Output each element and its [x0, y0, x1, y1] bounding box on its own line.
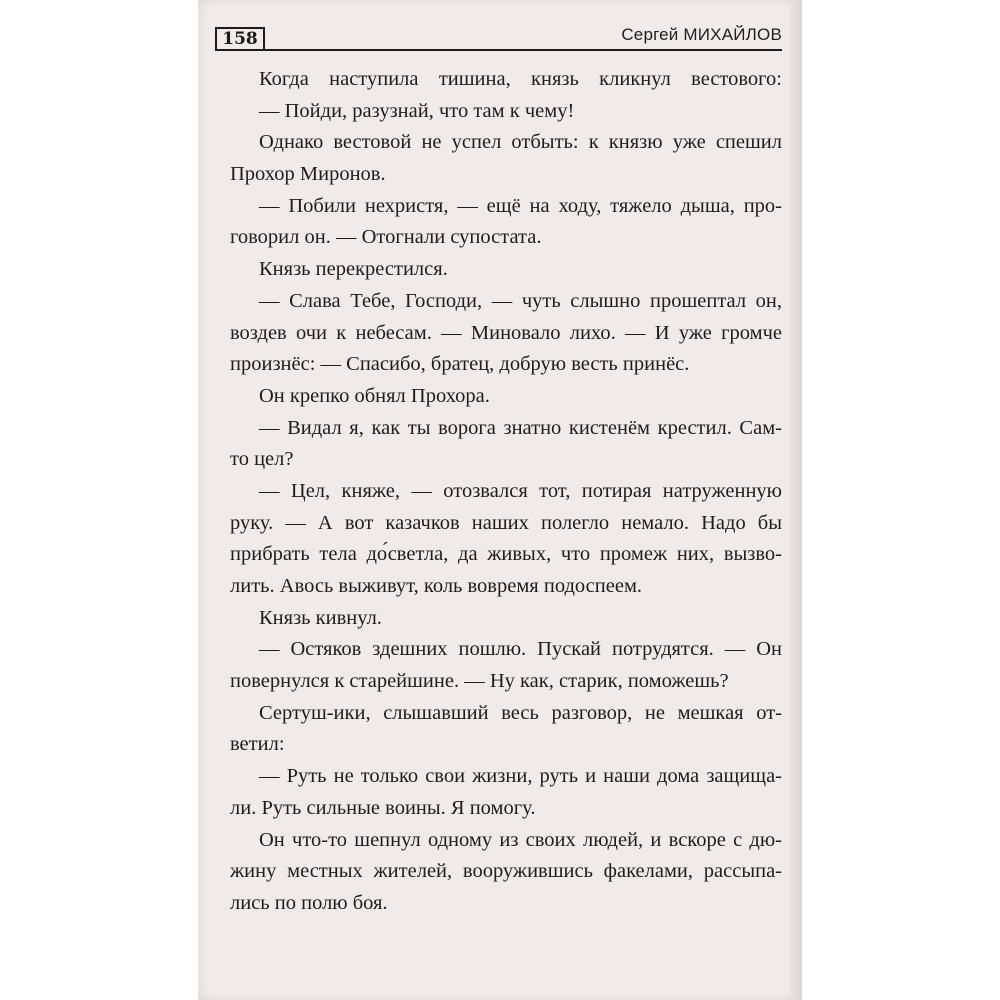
text-line: Однако вестовой не успел отбыть: к князю уже спешил	[259, 131, 782, 154]
text-line: воздев очи к небесам. — Миновало лихо. — И уже громче	[230, 321, 782, 344]
text-line: — Слава Тебе, Господи, — чуть слышно прошептал он,	[259, 289, 782, 312]
text-line: — Руть не только свои жизни, руть и наши дома защища-	[259, 765, 782, 788]
text-line: Князь кивнул.	[259, 606, 382, 629]
text-line: прибрать тела до́светла, да живых, что промеж них, вызво-	[230, 543, 782, 566]
text-line: ли. Руть сильные воины. Я помогу.	[230, 796, 536, 819]
text-line: — Побили нехристя, — ещё на ходу, тяжело дыша, про-	[259, 194, 782, 217]
text-line: Он крепко обнял Прохора.	[259, 384, 490, 407]
text-line: то цел?	[230, 448, 294, 471]
running-head-author: Сергей МИХАЙЛОВ	[621, 25, 782, 44]
text-line: Прохор Миронов.	[230, 163, 386, 186]
header-rule	[263, 49, 782, 51]
text-line: Сертуш-ики, слышавший весь разговор, не мешкая от-	[259, 701, 782, 724]
text-line: повернулся к старейшине. — Ну как, старик, поможешь?	[230, 670, 729, 693]
page-edge	[790, 0, 802, 1000]
text-line: лить. Авось выживут, коль вовремя подоспеем.	[230, 575, 643, 597]
text-line: — Видал я, как ты ворога знатно кистенём крестил. Сам-	[259, 416, 782, 439]
body-text	[230, 64, 782, 920]
text-line: — Пойди, разузнай, что там к чему!	[259, 99, 575, 122]
page-number: 158	[215, 27, 265, 51]
text-line: жину местных жителей, вооружившись факелами, рассыпа-	[230, 860, 782, 883]
text-line: руку. — А вот казачков наших полегло немало. Надо бы	[230, 511, 782, 534]
text-line: — Цел, княже, — отозвался тот, потирая натруженную	[259, 479, 782, 502]
text-line: — Остяков здешних пошлю. Пускай потрудятся. — Он	[259, 638, 782, 661]
text-line: говорил он. — Отогнали супостата.	[230, 226, 542, 249]
text-line: лись по полю боя.	[230, 891, 388, 914]
text-line: Когда наступила тишина, князь кликнул вестового:	[259, 68, 782, 90]
text-line: ветил:	[230, 733, 285, 756]
text-line: произнёс: — Спасибо, братец, добрую весть принёс.	[230, 353, 690, 376]
text-line: Он что-то шепнул одному из своих людей, и вскоре с дю-	[259, 828, 782, 851]
text-line: Князь перекрестился.	[259, 258, 448, 281]
running-header	[215, 18, 782, 52]
